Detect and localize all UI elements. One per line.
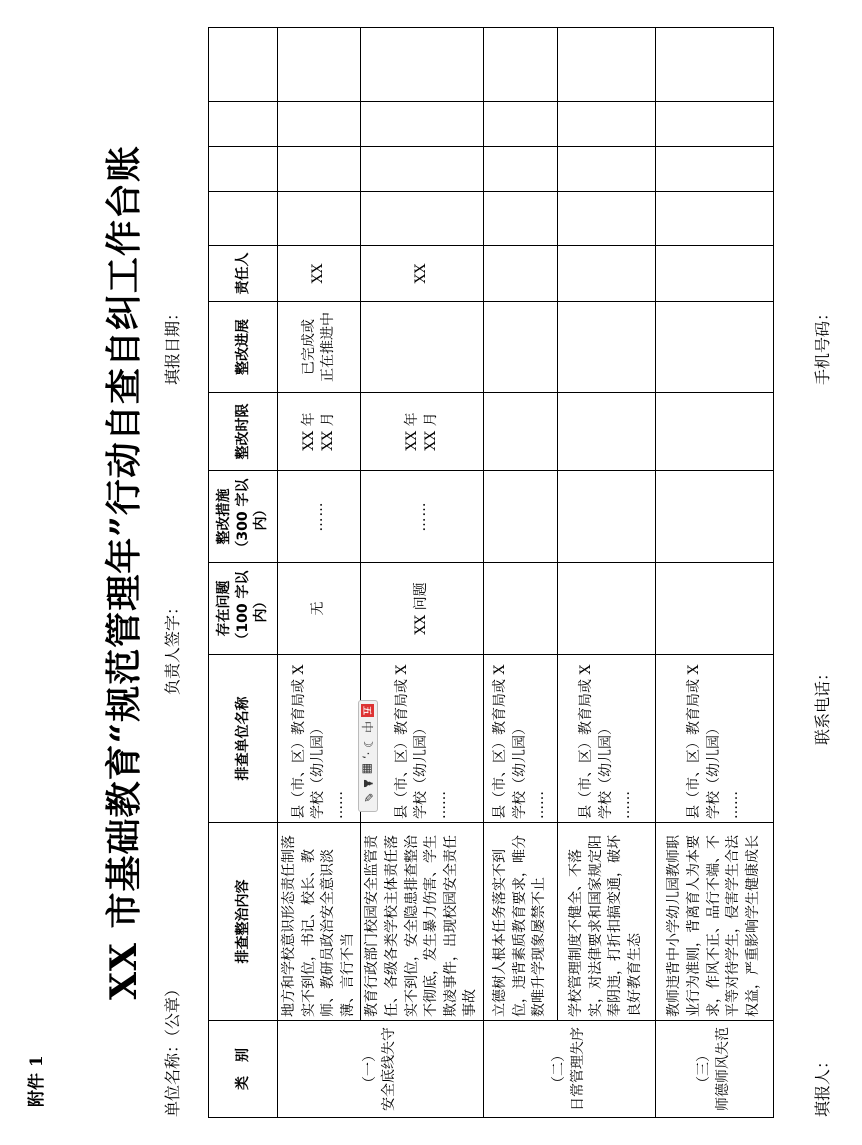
empty-cell [361,102,484,147]
empty-cell [655,563,773,655]
unit-more: …… [329,791,346,819]
header-progress: 整改进展 [209,302,278,393]
unit-name: 县（市、区）教育局或 X 学校（幼儿园） [290,664,327,819]
header-deadline: 整改时限 [209,393,278,471]
table-row [557,28,655,1118]
mobile-number-label: 手机号码： [813,304,832,385]
unit-more: …… [531,791,548,819]
unit-cell [557,655,655,823]
category-number: （二） [550,1048,567,1090]
empty-cell [557,302,655,393]
deadline-cell [278,393,361,471]
header-owner: 责任人 [209,246,278,302]
header-measure-line1: 整改措施 [215,488,232,545]
problem-cell: 无 [278,563,361,655]
category-cell [483,1021,655,1118]
empty-cell [557,28,655,102]
category-name: 师德师风失范 [715,1027,732,1111]
attachment-label: 附件 1 [27,1055,47,1107]
unit-more: …… [432,791,449,819]
empty-cell [483,147,557,192]
content-cell: 地方和学校意识形态责任制落实不到位，书记、校长、教师、教研员政治安全意识淡薄、言行不当 [278,823,361,1021]
empty-cell [361,192,484,246]
header-measure [209,471,278,563]
header-category: 类 别 [209,1021,278,1118]
category-name: 安全底线失守 [381,1027,398,1111]
deadline-month: XX 月 [423,412,440,451]
content-cell: 教育行政部门校园安全监管责任、各级各类学校主体责任落实不到位，安全隐患排查整治不彻底，发生暴力伤害、学生欺凌事件，出现校园安全责任事故 [361,823,484,1021]
measure-cell: …… [361,471,484,563]
header-unit: 排查单位名称 [209,655,278,823]
empty-cell [655,393,773,471]
fill-date-label: 填报日期： [163,304,182,385]
empty-cell [483,246,557,302]
header-problem-line1: 存在问题 [215,580,232,637]
empty-cell [278,147,361,192]
content-cell: 立德树人根本任务落实不到位，违背素质教育要求，唯分数唯升学现象屡禁不止 [483,823,557,1021]
header-measure-line2: （300 字以内） [234,478,270,555]
unit-name: 县（市、区）教育局或 X 学校（幼儿园） [492,664,528,819]
empty-cell [557,102,655,147]
empty-cell [483,393,557,471]
table-row [278,28,361,1118]
empty-cell [483,563,557,655]
document-title: XX 市基础教育“规范管理年”行动自查自纠工作台账 [103,145,145,1000]
contact-phone-label: 联系电话： [813,664,832,745]
unit-name-label: 单位名称：（公章） [163,980,182,1117]
deadline-year: XX 年 [300,412,317,451]
unit-name: 县（市、区）教育局或 X 学校（幼儿园） [578,664,614,819]
deadline-year: XX 年 [403,412,420,451]
empty-header-cell [209,147,278,192]
progress-cell [278,302,361,393]
empty-cell [655,246,773,302]
unit-cell [278,655,361,823]
header-problem-line2: （100 字以内） [234,570,270,647]
content-cell: 学校管理制度不健全、不落实，对法律要求和国家规定阳奉阴违，打折扣搞变通，破坏良好教育生态 [557,823,655,1021]
unit-cell [655,655,773,823]
empty-cell [278,102,361,147]
empty-cell [483,302,557,393]
category-name: 日常管理失序 [570,1027,587,1111]
deadline-month: XX 月 [320,412,337,451]
empty-cell [655,147,773,192]
unit-cell [483,655,557,823]
owner-cell: XX [278,246,361,302]
unit-more: …… [617,791,634,819]
unit-more: …… [725,791,742,819]
content-cell: 教师违背中小学幼儿园教师职业行为准则，背离育人为本要求，作风不正、品行不端、不平等对待学生，侵害学生合法权益，严重影响学生健康成长 [655,823,773,1021]
empty-cell [557,563,655,655]
ledger-table [208,27,774,1118]
deadline-cell [361,393,484,471]
table-header-row [209,28,278,1118]
empty-cell [361,147,484,192]
ime-logo-icon[interactable]: 五 [362,704,375,717]
category-cell [278,1021,484,1118]
empty-cell [655,471,773,563]
table-row [655,28,773,1118]
empty-cell [557,246,655,302]
ime-tool-icons[interactable]: ☽ ·, ▦ ♟ ✎ [361,737,375,803]
empty-cell [483,471,557,563]
category-number: （三） [695,1048,712,1090]
category-cell [655,1021,773,1118]
empty-cell [655,102,773,147]
header-content: 排查整治内容 [209,823,278,1021]
owner-cell: XX [361,246,484,302]
empty-cell [655,192,773,246]
table-row [483,28,557,1118]
header-problem [209,563,278,655]
empty-cell [483,28,557,102]
principal-signature-label: 负责人签字： [163,598,182,695]
empty-cell [278,28,361,102]
unit-name: 县（市、区）教育局或 X 学校（幼儿园） [393,664,430,819]
empty-header-cell [209,102,278,147]
empty-cell [483,192,557,246]
category-number: （一） [361,1048,378,1090]
empty-header-cell [209,28,278,102]
ime-mode-toggle[interactable]: 中 [360,721,375,734]
empty-cell [655,302,773,393]
empty-cell [278,192,361,246]
ime-toolbar[interactable] [358,700,378,812]
progress-cell [361,302,484,393]
empty-cell [557,192,655,246]
filler-label: 填报人： [813,1052,832,1117]
unit-cell [361,655,484,823]
unit-name: 县（市、区）教育局或 X 学校（幼儿园） [686,664,722,819]
problem-cell: XX 问题 [361,563,484,655]
empty-cell [361,28,484,102]
empty-cell [655,28,773,102]
empty-cell [483,102,557,147]
empty-cell [557,471,655,563]
empty-cell [557,147,655,192]
empty-header-cell [209,192,278,246]
progress-line2: 正在推进中 [320,312,337,382]
measure-cell: …… [278,471,361,563]
table-row [361,28,484,1118]
progress-line1: 已完成或 [300,319,317,375]
empty-cell [557,393,655,471]
